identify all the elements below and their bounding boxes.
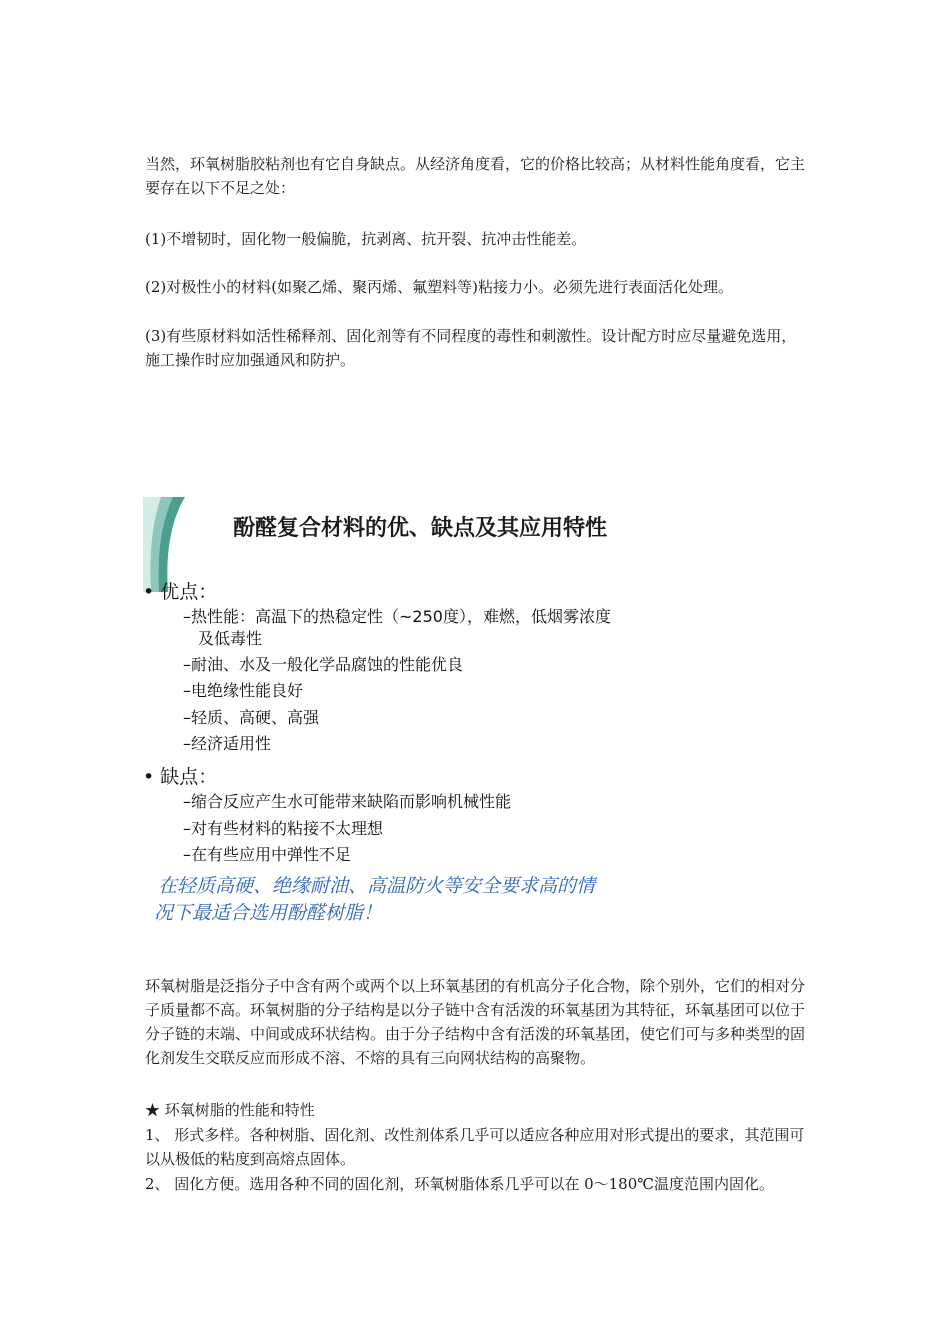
drawback-item-3: (3)有些原材料如活性稀释剂、固化剂等有不同程度的毒性和刺激性。设计配方时应尽量避免选用，施工操作时应加强通风和防护。 xyxy=(145,327,797,369)
slide-conclusion xyxy=(154,873,596,927)
pros-item: –电绝缘性能良好 xyxy=(183,681,304,700)
pros-heading: • 优点： xyxy=(143,581,218,603)
slide-title: 酚醛复合材料的优、缺点及其应用特性 xyxy=(233,516,608,541)
pros-item: –耐油、水及一般化学品腐蚀的性能优良 xyxy=(183,655,464,674)
epoxy-definition-paragraph: 环氧树脂是泛指分子中含有两个或两个以上环氧基团的有机高分子化合物，除个别外，它们的相对分子质量都不高。环氧树脂的分子结构是以分子链中含有活泼的环氧基团为其特征，环氧基团可以位于分子链的末端、中间或成环状结构。由于分子结构中含有活泼的环氧基团，使它们可与多种类型的固化剂发生交联反应而形成不溶、不熔的具有三向网状结构的高聚物。 xyxy=(145,977,806,1067)
drawback-item-1: (1)不增韧时，固化物一般偏脆，抗剥离、抗开裂、抗冲击性能差。 xyxy=(145,230,587,248)
pros-item: –热性能：高温下的热稳定性（~250度），难燃，低烟雾浓度 xyxy=(183,607,611,626)
intro-paragraph: 当然，环氧树脂胶粘剂也有它自身缺点。从经济角度看，它的价格比较高；从材料性能角度看，它主要存在以下不足之处： xyxy=(145,155,806,197)
cons-item: –在有些应用中弹性不足 xyxy=(183,845,352,864)
conclusion-line-1: 在轻质高硬、绝缘耐油、高温防火等安全要求高的情 xyxy=(158,875,596,897)
property-item-2: 2、 固化方便。选用各种不同的固化剂，环氧树脂体系几乎可以在 0～180℃温度范围内固化。 xyxy=(145,1175,775,1193)
pros-item: –轻质、高硬、高强 xyxy=(183,708,320,727)
drawback-item-2: (2)对极性小的材料(如聚乙烯、聚丙烯、氟塑料等)粘接力小。必须先进行表面活化处理。 xyxy=(145,278,733,296)
property-item-1: 1、 形式多样。各种树脂、固化剂、改性剂体系几乎可以适应各种应用对形式提出的要求，其范围可以从极低的粘度到高熔点固体。 xyxy=(145,1126,805,1168)
conclusion-line-2: 况下最适合选用酚醛树脂！ xyxy=(154,902,383,924)
cons-item: –缩合反应产生水可能带来缺陷而影响机械性能 xyxy=(183,792,512,811)
cons-heading: • 缺点： xyxy=(143,766,218,788)
pros-item: 及低毒性 xyxy=(198,629,263,648)
section-heading: ★ 环氧树脂的性能和特性 xyxy=(145,1101,315,1119)
pros-item: –经济适用性 xyxy=(183,734,272,753)
embedded-slide xyxy=(143,497,688,937)
cons-item: –对有些材料的粘接不太理想 xyxy=(183,819,384,838)
